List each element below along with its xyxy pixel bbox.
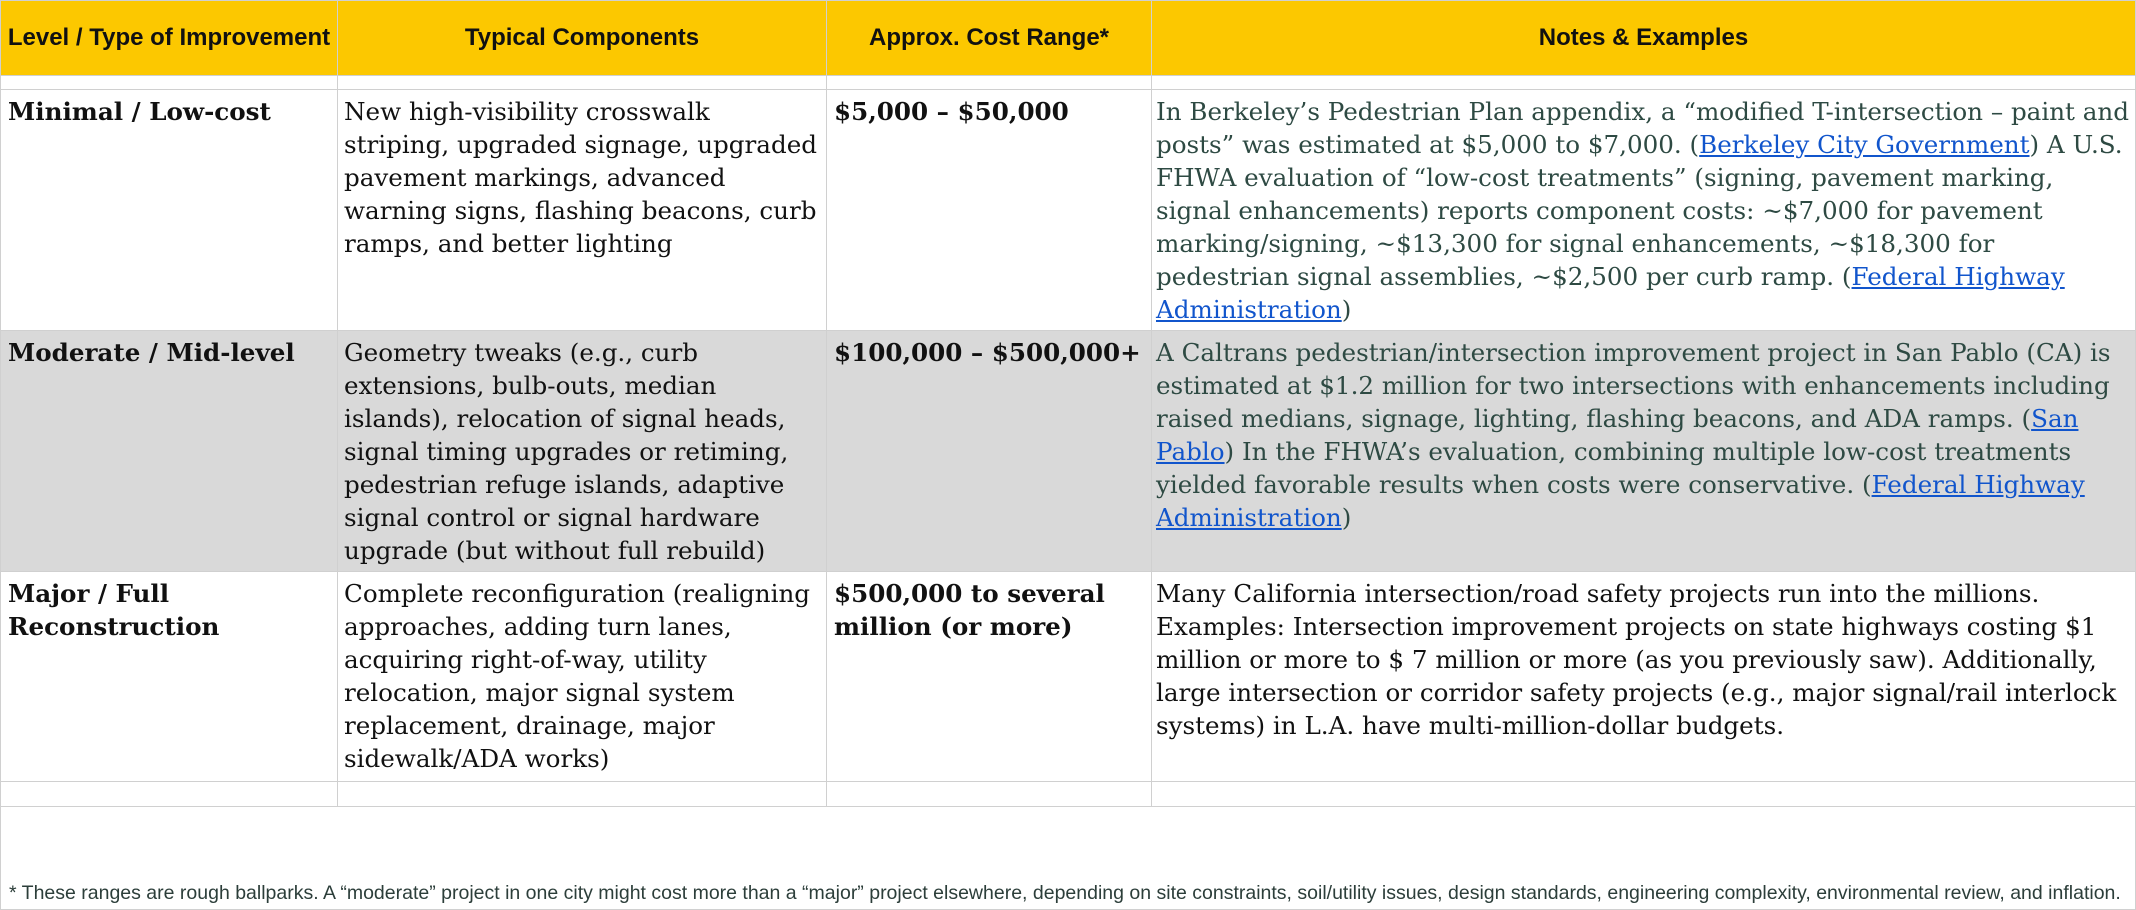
notes-text: In Berkeley’s Pedestrian Plan appendix, a “modified T-intersection – paint and posts” was estimated at $5,000 to $7,000. ( bbox=[1156, 97, 2130, 159]
header-cell-cost[interactable] bbox=[827, 1, 1152, 76]
empty-row bbox=[1, 782, 2136, 807]
empty-cell[interactable] bbox=[1, 782, 338, 807]
cost-cell[interactable]: $500,000 to several million (or more) bbox=[827, 572, 1152, 782]
source-link[interactable]: Berkeley City Government bbox=[1699, 130, 2030, 159]
notes-cell[interactable]: Many California intersection/road safety projects run into the millions. Examples: Intersection improvement projects on state highways costing $1 million or more to $ 7 million or more (as you previously saw). Additionally, large intersection or corridor safety projects (e.g., major signal/rail interlock systems) in L.A. have multi-million-dollar budgets. bbox=[1152, 572, 2136, 782]
components-cell[interactable]: Complete reconfiguration (realigning approaches, adding turn lanes, acquiring right-of-way, utility relocation, major signal system replacement, drainage, major sidewalk/ADA works) bbox=[338, 572, 827, 782]
notes-cell[interactable] bbox=[1152, 90, 2136, 331]
footnote-row bbox=[1, 807, 2136, 910]
cost-cell[interactable]: $100,000 – $500,000+ bbox=[827, 331, 1152, 572]
footnote-cell[interactable]: * These ranges are rough ballparks. A “moderate” project in one city might cost more than a “major” project elsewhere, depending on site constraints, soil/utility issues, design standards, engineering complexity, environmental review, and inflation. bbox=[1, 807, 2136, 910]
empty-cell[interactable] bbox=[338, 76, 827, 90]
empty-row bbox=[1, 76, 2136, 90]
source-link[interactable]: Federal Highway Administration bbox=[1156, 262, 2065, 324]
table-row bbox=[1, 90, 2136, 331]
level-cell[interactable]: Minimal / Low-cost bbox=[1, 90, 338, 331]
header-cell-level[interactable] bbox=[1, 1, 338, 76]
header-label: Level / Type of Improvement bbox=[7, 24, 331, 51]
header-cell-notes[interactable] bbox=[1152, 1, 2136, 76]
source-link[interactable]: Federal Highway Administration bbox=[1156, 470, 2085, 532]
notes-text: ) bbox=[1341, 295, 1352, 324]
header-label: Approx. Cost Range* bbox=[868, 24, 1110, 51]
empty-cell[interactable] bbox=[1152, 76, 2136, 90]
header-cell-components[interactable] bbox=[338, 1, 827, 76]
table-row bbox=[1, 572, 2136, 782]
table-row bbox=[1, 331, 2136, 572]
header-label: Typical Components bbox=[464, 24, 700, 51]
empty-cell[interactable] bbox=[1, 76, 338, 90]
components-cell[interactable]: Geometry tweaks (e.g., curb extensions, bulb-outs, median islands), relocation of signal heads, signal timing upgrades or retiming, pedestrian refuge islands, adaptive signal control or signal hardware upgrade (but without full rebuild) bbox=[338, 331, 827, 572]
empty-cell[interactable] bbox=[1152, 782, 2136, 807]
header-row bbox=[1, 1, 2136, 76]
notes-text: ) bbox=[1341, 503, 1352, 532]
notes-cell[interactable] bbox=[1152, 331, 2136, 572]
empty-cell[interactable] bbox=[827, 76, 1152, 90]
empty-cell[interactable] bbox=[338, 782, 827, 807]
empty-cell[interactable] bbox=[827, 782, 1152, 807]
header-label: Notes & Examples bbox=[1538, 24, 1749, 51]
cost-cell[interactable]: $5,000 – $50,000 bbox=[827, 90, 1152, 331]
components-cell[interactable]: New high-visibility crosswalk striping, upgraded signage, upgraded pavement markings, advanced warning signs, flashing beacons, curb ramps, and better lighting bbox=[338, 90, 827, 331]
notes-text: A Caltrans pedestrian/intersection improvement project in San Pablo (CA) is estimated at $1.2 million for two intersections with enhancements including raised medians, signage, lighting, flashing beacons, and ADA ramps. ( bbox=[1156, 338, 2111, 433]
notes-text: ) In the FHWA’s evaluation, combining multiple low-cost treatments yielded favorable results when costs were conservative. ( bbox=[1156, 437, 2072, 499]
level-cell[interactable]: Major / Full Reconstruction bbox=[1, 572, 338, 782]
source-link[interactable]: San Pablo bbox=[1156, 404, 2079, 466]
notes-text: ) A U.S. FHWA evaluation of “low-cost treatments” (signing, pavement marking, signal enhancements) reports component costs: ~$7,000 for pavement marking/signing, ~$13,300 for signal enhancements, ~$18,300 for pedestrian signal assemblies, ~$2,500 per curb ramp. ( bbox=[1156, 130, 2123, 291]
level-cell[interactable]: Moderate / Mid-level bbox=[1, 331, 338, 572]
